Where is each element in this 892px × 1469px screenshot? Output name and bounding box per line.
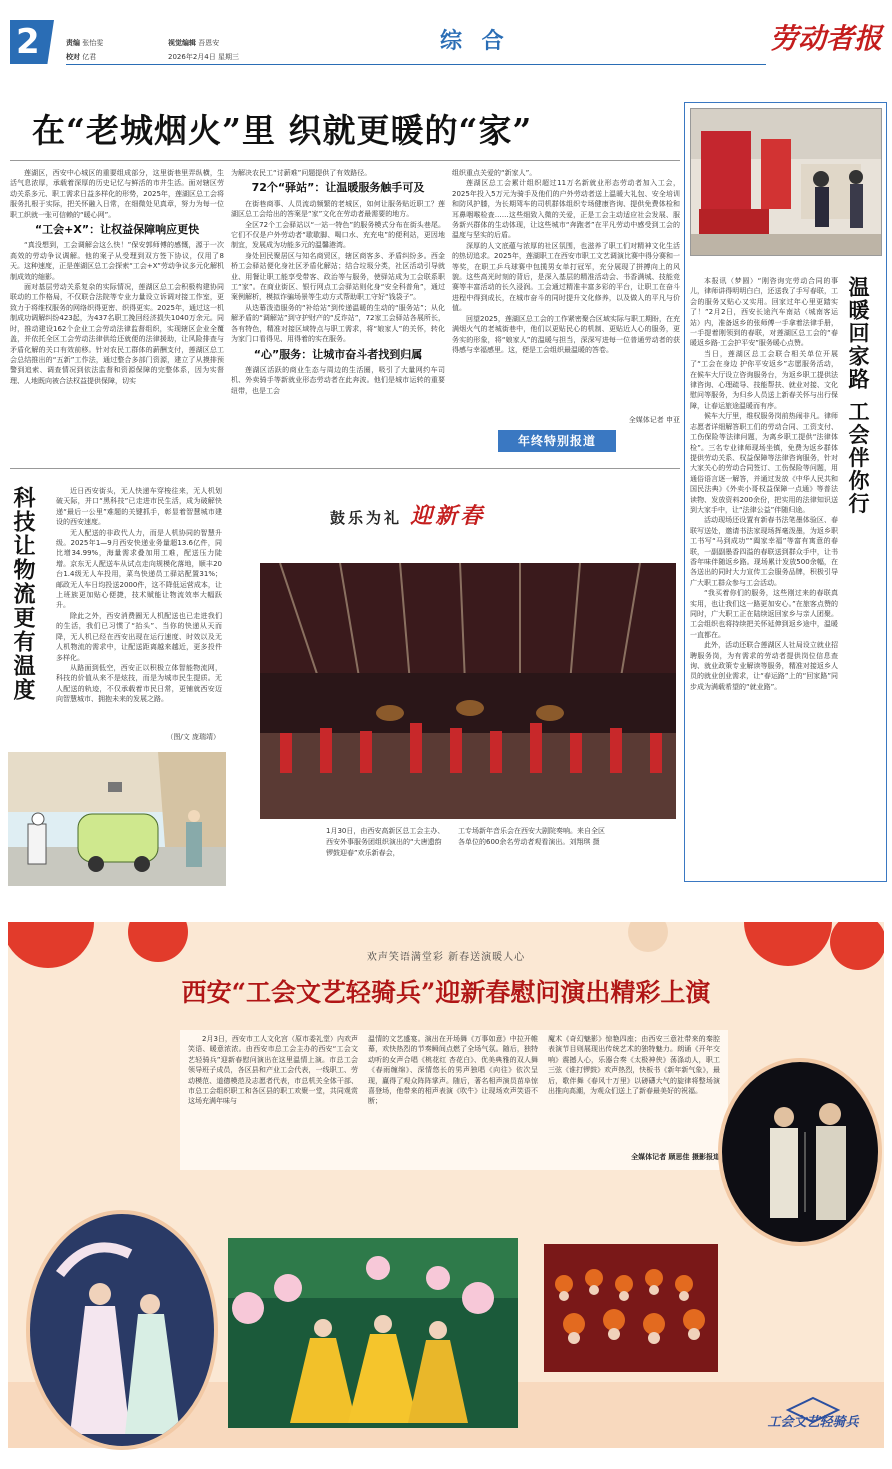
article1-title-rule <box>10 160 680 161</box>
article1-col3 <box>452 168 680 418</box>
bottom-title: 西安“工会文艺轻骑兵”迎新春慰问演出精彩上演 <box>181 978 711 1007</box>
bottom-paragraph: 2月3日，西安市工人文化宫（原市委礼堂）内欢声笑语、暖意浓浓。由西安市总工会主办的西安“工会文艺轻骑兵”迎新春慰问演出在这里温情上演。市总工会领导班子成员，各区县和产业工会代表，一线职工、劳动模范、道德模范及志愿者代表，市总机关全体干部、市总工会组织职工和各区县的职工欢聚一堂，共同观赏这场充满年味与 <box>188 1035 358 1106</box>
article3-byline: （图/文 庞瑞靖） <box>166 733 220 741</box>
article3-title-wrap <box>8 486 40 716</box>
drum-performance-photo <box>260 563 676 819</box>
logo-text: 工会文艺轻骑兵 <box>767 1415 859 1430</box>
article1-col2 <box>231 168 445 460</box>
article1-paragraph: 为解决农民工“讨薪难”问题提供了有效路径。 <box>231 169 372 177</box>
article3-paragraph: 无人配送的非政代人力，而是人机协同的智慧升级。2025年1—9月西安快递业务量超13.6亿件，同比增34.99%，海量需求叠加用工难，配送压力陡增。京东无人配送车从试点走向规模化落地，顺丰20台1.4级无人车投用，菜鸟快递员工驿站配置31%；邮政无人车日均投送2000件，这不降低运营成本，让上班族更加贴心便捷，技术赋能让物流效率大幅跃升。 <box>56 528 222 610</box>
article1-paragraph: 身处回民聚居区与知名商贸区，辖区商客多、矛盾纠纷多。西金桥工会驿站便化身社区矛盾化解站；结合垃圾分类，社区活动引导就业、用餐让职工能享受带客、政治等与服务，使驿站成为工会联系职工“家”。在商业街区、银行网点工会驿站则化身“安全科普角”，通过案例解析，模拟诈骗场景等生动方式帮助职工守好“钱袋子”。 <box>231 251 445 302</box>
article1-title: 在“老城烟火”里 织就更暖的“家” <box>32 111 533 150</box>
photo-title-accent: 迎新春 <box>410 503 486 529</box>
article1-paragraph: 从迭幕泼造服务的“补给站”到传递温暖的生动的“服务站”；从化解矛盾的“调解站”到守护财产的“反诈站”，72家工会驿站各展所长，各有特色，精准对接区域特点与职工需求，将“娘家人”的关怀，转化为家门口看得见、用得着的实在服务。 <box>231 303 445 344</box>
divider <box>10 468 680 469</box>
photo-title <box>330 504 485 530</box>
delivery-vehicle-illustration <box>8 752 226 886</box>
article1-subhead: “工会+X”：让权益保障响应更快 <box>34 223 200 237</box>
article2-title-text: 温暖回家路 工会伴你行 <box>846 276 871 516</box>
article1-col1 <box>10 168 224 460</box>
article1-paragraph: 组织重点关爱的“新家人”。 <box>452 169 537 177</box>
page-header <box>10 14 884 72</box>
article2-frame <box>684 102 887 882</box>
bottom-kicker: 欢声笑语满堂彩 新春送演暖人心 <box>366 952 526 963</box>
special-report-badge <box>498 430 616 452</box>
article2-paragraph: “我买着你们的服务，这些刚过来的春联真实用，也让我们这一路更加安心。”在旅客点赞的同时，广大职工正在陆续返回家乡与亲人团聚。工会组织也将持续把关怀延伸到返乡途中，温暖一直都在。 <box>690 589 838 639</box>
audience-photo <box>544 1244 718 1372</box>
special-report-label: 年终特别报道 <box>517 434 596 448</box>
crosstalk-photo <box>718 1058 882 1246</box>
photo-title-prefix: 鼓乐为礼 <box>330 509 403 527</box>
article1-subhead: 72个“驿站”：让温暖服务触手可及 <box>251 181 425 195</box>
photo-caption-right: 工专场新年音乐会在西安大剧院奏响。来自全区各单位的600余名劳动者观看演出。刘翔琪 摄 <box>458 827 605 846</box>
article2-paragraph: 活动现场还设置有新春书法笔墨体验区、春联写送处，邀请书法家现场挥毫泼墨，为返乡职工书写“马到成功”“阖家幸福”等富有寓意的春联，一副副墨香四溢的春联送到群众手中，让书香年味伴随返乡路。现场累计发放500余幅，在各送出的同时大力宣传工会服务品牌，积极引导广大职工群众参与工会活动。 <box>690 516 838 587</box>
visual-editor-line: 视觉编辑 吾恩安 <box>168 39 220 47</box>
article3-title: 科技让物流更有温度 <box>10 486 36 702</box>
masthead-logo: 劳动者报 <box>770 22 883 55</box>
publish-date: 2026年2月4日 星期三 <box>168 53 239 61</box>
article2-paragraph: 本报讯（梦圆）“刚咨询完劳动合同的事儿，律师讲得明明白白，还送我了手写春联，工会的服务又贴心又实用。回家过年心里更踏实了！”2月2日，西安长途汽车南站（城南客运站）内，准备返乡的张师傅一手拿着法律手册，一手提着刚领到的春联，对莲湖区总工会的“春暖返乡路·工会护平安”服务暖心点赞。 <box>690 277 838 348</box>
photo-caption-left: 1月30日，由西安高新区总工会主办、西安外事服务团组织演出的“大唐遗韵 锣鼓迎春”欢乐新春会， <box>326 827 445 857</box>
proof-line: 校对 亿君 <box>66 53 97 61</box>
section-name: 综 合 <box>440 28 510 54</box>
article2-paragraph: 此外，活动还联合莲湖区人社局设立就业招聘服务岗，为有需求的劳动者提供岗位信息查询、就业政策专业解读等服务，精准对接返乡人员的就业创业需求，让“春运路”上的“回家路”同步成为满载希望的“就业路”。 <box>690 641 838 691</box>
article1-paragraph: 莲湖区，西安中心城区的重要组成部分，这里街巷里弄纵横，生活气息浓厚，承载着深厚的历史记忆与鲜活的市井生活。面对辖区劳动关系多元、职工需求日益多样化的形势，2025年，莲湖区总工会将服务扎根于实际，把关怀融入日常，在细微处见真章，努力为每一位职工织就一张可信赖的“暖心网”。 <box>10 169 224 219</box>
bottom-col3 <box>548 1034 720 1146</box>
bottom-paragraph: 温情的文艺盛宴。演出在开场舞《万事如意》中拉开帷幕，欢快热烈的节奏瞬间点燃了全场气氛。随后，独特动听的女声合唱《桃花红 杏花白》、优美典雅的双人舞《春雨缠绵》、深情悠长的男声独唱《向往》依次呈现，赢得了观众阵阵掌声。随后，著名相声演员苗阜惊喜登场，他带来的相声表演《吹牛》让现场欢声笑语不断； <box>368 1035 538 1106</box>
article3-paragraph: 从路面到低空，西安正以积极立体智能物流网，科技的价值从来不是炫技，而是为城市民生提质。无人配送的轨迹，不仅承载着市民日常，更铺就西安迈向智慧城市、拥抱未来的发展之路。 <box>56 663 222 704</box>
editor-line: 责编 张怡雯 <box>66 39 104 47</box>
article1-subhead: “心”服务：让城市奋斗者找到归属 <box>253 347 423 361</box>
article1-paragraph: 面对基层劳动关系复杂的实际情况，莲湖区总工会积极构建协同联动的工作格局，不仅联合法院等专业力量设立诉调对接工作室，更致力于将维权服务的网络织得更密、织得更实。2025年，通过这一机制成功调解纠纷423起，为437名职工挽回经济损失1040万余元。同时，推动建设162个企业工会劳动法律监督组织，实现辖区企业全覆盖，并依托全区工会劳动法律供给还就便的法律援助，让风险排查与矛盾化解的关口有效前移。针对农民工群体的薪酬支付，莲湖区总工会总结推出的“五新”工作法，通过整合多部门资源，建立了从摸排预警到追索、调查情况到依法监督和资源保障的完整体系，因为实督理、人地既向被合法权益提供保障，切实 <box>10 283 224 385</box>
light-cavalry-logo <box>750 1396 876 1436</box>
article1-paragraph: 在街巷商事、人员流动频繁的老城区，如何让服务贴近职工？莲湖区总工会给出的答案是“家”文化在劳动者最需要的地方。 <box>231 199 445 219</box>
header-rule <box>66 64 766 65</box>
bottom-col1 <box>188 1034 358 1162</box>
article1-paragraph: “真没想到，工会调解会这么快！”保安郭师傅的感慨，源于一次高效的劳动争议调解。他的案子从受理到双方签下协议，仅用了8天。这种速度，正是莲湖区总工会探索“工会+X”劳动争议多元化解机制成效的缩影。 <box>10 241 224 281</box>
bottom-byline: 全媒体记者 顾思佳 摄影报道 <box>631 1153 720 1161</box>
bottom-col2 <box>368 1034 538 1162</box>
bottom-paragraph: 魔术《奇幻魅影》惊艳四座；由西安三意社带来的秦腔表演节目则展现出传统艺术的独特魅力。朗诵《开年交响》震撼人心，乐器合奏《太极神侠》荡涤动人，职工三弦《谁打锣鼓》欢声热烈，快板书《新年新气象》，最后，歌伴舞《春风十万里》以磅礴大气的旋律将整场演出推向高潮，为观众们送上了新春最美好的祝福。 <box>548 1035 720 1096</box>
article1-paragraph: 莲湖区总工会累计组织超过11万名新就业形态劳动者加入工会，2025年投入5万元为骑手及他们的户外劳动者送上温暖大礼包、安全培训和防风护膝，为长期驾车的司机群体组织专场健康咨询、提供免费体检和耳鼻咽喉检查……这些细致入微的关爱，正是工会主动适应社会发展、服务新兴群体的生动体现，让这些城市“奔跑者”在平凡劳动中感受到工会的温度与坚实的后盾。 <box>452 179 680 240</box>
article1-byline: 全媒体记者 申亚 <box>628 416 680 424</box>
article1-paragraph: 深厚的人文底蕴与浓厚的社区氛围，也滋养了职工们对精神文化生活的热切追求。2025年，莲湖职工在西安市职工文艺调演比赛中得分赛和一等奖，在职工乒乓球赛中包揽男女单打冠军，充分展现了拼搏向上的风貌。这些高光时刻的背后，是深入基层的精准活动会、书香满城、技能竞赛等丰富活动的长久浸润。工会通过精准丰富多彩的平台，让职工在奋斗进程中得到成长，在城市奋斗的同时提升文化修养，以及做人的平凡与价值。 <box>452 241 680 313</box>
article2-paragraph: 当日，莲湖区总工会联合相关单位开展了“工会在身边 护你平安返乡”志愿服务活动，在候车大厅设立咨询服务台，为返乡职工提供法律咨询、心理疏导、技能帮扶、就业对接、文化慰问等服务，为归乡人员送上新春关怀与出行保障，让春运旅途温暖而有序。 <box>690 349 838 410</box>
article2-paragraph: 候车大厅里，维权服务岗前热闹非凡。律师志愿者详细解答职工们的劳动合同、工资支付、工伤保险等法律问题，为离乡职工提供“法律体检”。三名专业律师现场坐镇，免费为返乡群体提供劳动关系、权益保障等法律咨询服务，针对大家关心的劳动合同签订、工伤保险等问题，用通俗语言逐一解答，并通过发放《中华人民共和国民法典》《外卖小哥权益保障一点通》等普法读物、发放资料200余份，把实用的法律知识送到大家手中，让“法律公益”伴随归途。 <box>690 412 838 514</box>
article3-text <box>56 486 222 742</box>
article3-paragraph: 近日西安街头，无人快递车穿梭往来，无人机划破天际，并口“黑科技”已走进市民生活，成为破解快递“最后一公里”难题的关键抓手，彰显着智慧城市建设的西安速度。 <box>56 487 222 527</box>
article1-paragraph: 莲湖区活跃的商业生态与周边的生活圈，吸引了大量网约车司机、外卖骑手等新就业形态劳动者在此奔波。他们是城市运转的重要纽带，也是工会 <box>231 365 445 395</box>
singers-photo <box>228 1238 518 1428</box>
article1-paragraph: 回望2025，莲湖区总工会的工作紧密聚合区域实际与职工期盼，在充满烟火气的老城街巷中，他们以更贴民心的机制、更贴近人心的服务，更务实的形象，将“娘家人”的温暖与担当，深深写进每一位普通劳动者的获得感与幸福感里。这，便是工会组织最温暖的答卷。 <box>452 314 680 354</box>
article1-paragraph: 全区72个工会驿站以“一站一特色”的服务模式分布在街头巷尾。它们不仅是户外劳动者“歇歇脚、喝口水、充充电”的便利站，更因地制宜，发展成为功能多元的温馨港湾。 <box>231 220 445 250</box>
page-number: 2 <box>16 22 40 62</box>
dancer-photo <box>26 1210 218 1450</box>
article3-paragraph: 除此之外，西安消费圈无人机配送也已走进我们的生活，我们已习惯了“抬头”、当你的快递从天而降，无人机已经在西安出现在运行速度、时效以及无人机物流的需求中，让配送距离越来越近，更多投件多样化。 <box>56 611 222 662</box>
